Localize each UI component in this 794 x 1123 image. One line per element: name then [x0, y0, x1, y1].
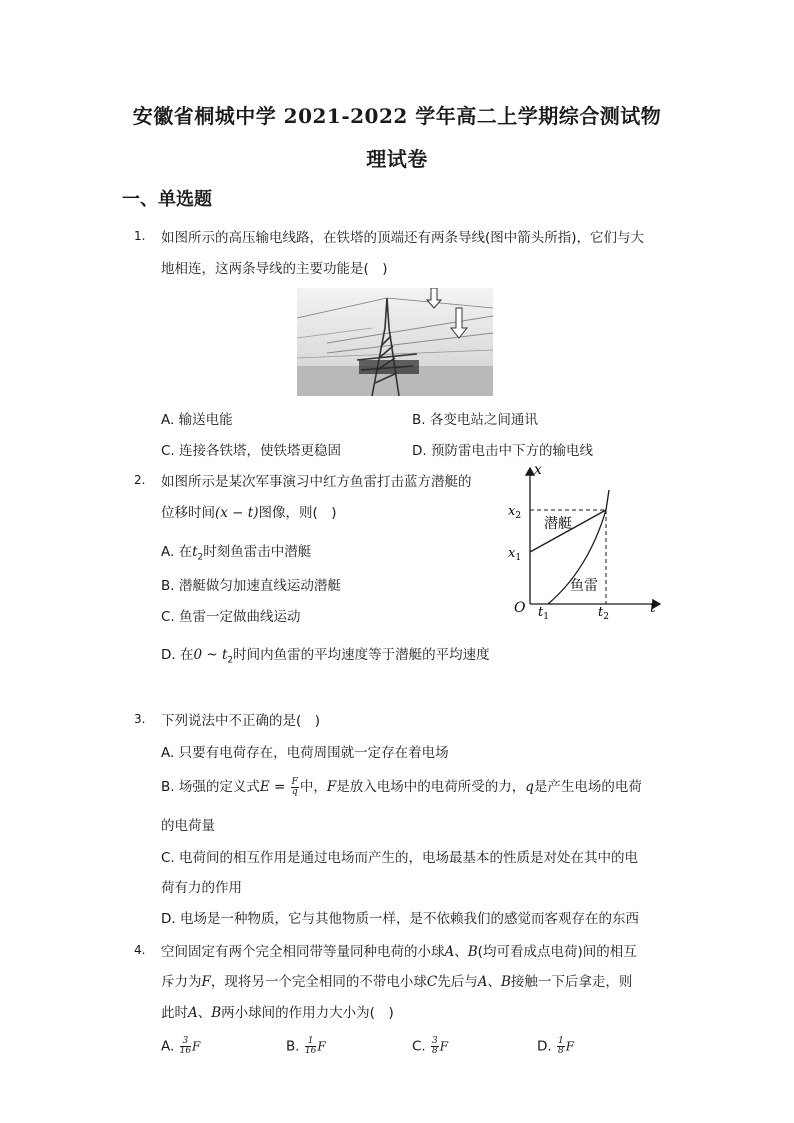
displacement-time-graph [508, 460, 676, 620]
submarine-label: 潜艇 [544, 516, 572, 532]
question-1-option-d[interactable]: D. 预防雷电击中下方的输电线 [412, 443, 593, 459]
question-3-option-c[interactable]: C. 电荷间的相互作用是通过电场而产生的，电场最基本的性质是对处在其中的电 [161, 850, 639, 866]
question-2-option-b[interactable]: B. 潜艇做匀加速直线运动潜艇 [161, 578, 341, 594]
question-1-option-b[interactable]: B. 各变电站之间通讯 [412, 412, 538, 428]
power-line-photo [297, 288, 493, 396]
question-number-4: 4. [134, 943, 146, 957]
question-2-stem-line2: 位移时间(x − t)图像，则( ) [161, 505, 337, 521]
question-1-option-c[interactable]: C. 连接各铁塔，使铁塔更稳固 [161, 443, 342, 459]
question-4-option-d[interactable]: D. $\frac{1}{8}$ F [537, 1036, 575, 1056]
section-heading: 一、单选题 [122, 189, 212, 210]
torpedo-label: 鱼雷 [570, 578, 598, 594]
question-2-option-a[interactable]: A. 在$t_2$时刻鱼雷击中潜艇 [161, 544, 312, 563]
question-number-3: 3. [134, 712, 146, 726]
question-4-option-c[interactable]: C. $\frac{3}{8}$ F [412, 1036, 449, 1056]
question-1-stem-line1: 如图所示的高压输电线路，在铁塔的顶端还有两条导线(图中箭头所指)，它们与大 [161, 230, 645, 246]
x2-label: $x_2$ [508, 504, 522, 521]
question-1-stem-line2: 地相连，这两条导线的主要功能是( ) [161, 261, 388, 277]
t2-label: $t_2$ [598, 605, 609, 620]
question-4-option-a[interactable]: A. $\frac{3}{16}$ F [161, 1036, 201, 1056]
question-1-option-a[interactable]: A. 输送电能 [161, 412, 233, 428]
question-number-2: 2. [134, 473, 146, 487]
question-4-stem-line3: 此时A、B两小球间的作用力大小为( ) [161, 1005, 394, 1021]
question-3-option-b[interactable]: B. 场强的定义式E = $\frac{F}{q}$ 中，F是放入电场中的电荷所受的力，q是产生电场的电荷 [161, 776, 642, 797]
question-4-stem-line2: 斥力为F，现将另一个完全相同的不带电小球C先后与A、B接触一下后拿走，则 [161, 974, 633, 990]
question-2-stem-line1: 如图所示是某次军事演习中红方鱼雷打击蓝方潜艇的 [161, 474, 472, 490]
question-2-option-d[interactable]: D. 在0 ~ $t_2$时间内鱼雷的平均速度等于潜艇的平均速度 [161, 647, 490, 666]
question-3-option-c-line2: 荷有力的作用 [161, 880, 242, 896]
t-axis-label: t [650, 600, 656, 616]
question-2-option-c[interactable]: C. 鱼雷一定做曲线运动 [161, 609, 301, 625]
question-3-stem: 下列说法中不正确的是( ) [161, 713, 321, 729]
question-3-option-a[interactable]: A. 只要有电荷存在，电荷周围就一定存在着电场 [161, 745, 449, 761]
field-definition-fraction: $\frac{F}{q}$ [291, 776, 298, 797]
question-3-option-d[interactable]: D. 电场是一种物质，它与其他物质一样，是不依赖我们的感觉而客观存在的东西 [161, 911, 639, 927]
t1-label: $t_1$ [538, 605, 549, 620]
question-4-stem-line1: 空间固定有两个完全相同带等量同种电荷的小球A、B(均可看成点电荷)间的相互 [161, 944, 637, 960]
question-4-option-b[interactable]: B. $\frac{1}{16}$ F [286, 1036, 326, 1056]
question-3-option-b-line2: 的电荷量 [161, 818, 215, 834]
x-axis-label: x [534, 462, 542, 478]
page-title-line2: 理试卷 [366, 147, 428, 171]
origin-label: O [514, 600, 526, 616]
x1-label: $x_1$ [508, 546, 522, 563]
page-title-line1: 安徽省桐城中学 2021-2022 学年高二上学期综合测试物 [132, 104, 662, 128]
question-number-1: 1. [134, 229, 146, 243]
